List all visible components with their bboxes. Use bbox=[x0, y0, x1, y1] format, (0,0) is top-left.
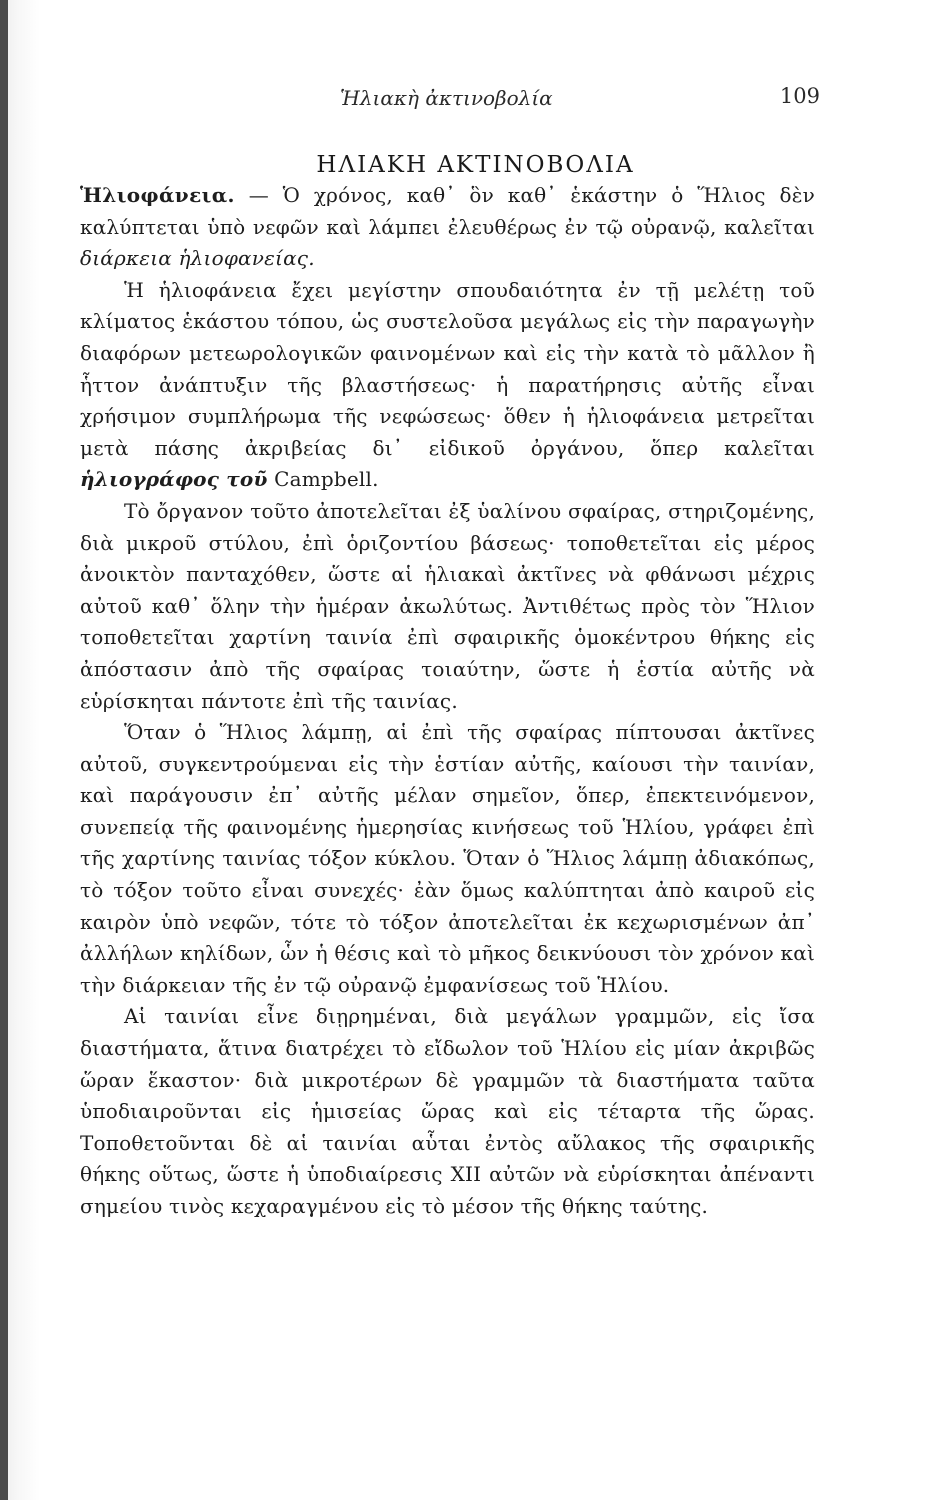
paragraph-text: — Ὁ χρόνος, καθ᾿ ὃν καθ᾿ ἑκάστην ὁ Ἥλιος δὲν καλύπτεται ὑπὸ νεφῶν καὶ λάμπει ἐλευθέρως ἐν τῷ οὐρανῷ, καλεῖται bbox=[80, 183, 815, 239]
paragraph-instrument-operation bbox=[80, 717, 815, 1001]
paragraph-sunshine-importance bbox=[80, 275, 815, 496]
paragraph-text: Ὅταν ὁ Ἥλιος λάμπῃ, αἱ ἐπὶ τῆς σφαίρας πίπτουσαι ἀκτῖνες αὐτοῦ, συγκεντρούμεναι εἰς τὴν ἑστίαν αὐτῆς, καίουσι τὴν ταινίαν, καὶ παράγουσιν ἐπ᾿ αὐτῆς μέλαν σημεῖον, ὅπερ, ἐπεκτεινόμενον, συνεπείᾳ τῆς φαινομένης ἡμερησίας κινήσεως τοῦ Ἡλίου, γράφει ἐπὶ τῆς χαρτίνης ταινίας τόξον κύκλου. Ὅταν ὁ Ἥλιος λάμπῃ ἀδιακόπως, τὸ τόξον τοῦτο εἶναι συνεχές· ἐὰν ὅμως καλύπτηται ἀπὸ καιροῦ εἰς καιρὸν ὑπὸ νεφῶν, τότε τὸ τόξον ἀποτελεῖται ἐκ κεχωρισμένων ἀπ᾿ ἀλλήλων κηλίδων, ὧν ἡ θέσις καὶ τὸ μῆκος δεικνύουσι τὸν χρόνον καὶ τὴν διάρκειαν τῆς ἐν τῷ οὐρανῷ ἐμφανίσεως τοῦ Ἡλίου. bbox=[80, 720, 815, 997]
section-heading: Ἡλιοφάνεια. bbox=[80, 183, 235, 207]
paragraph-text: Αἱ ταινίαι εἶνε διῃρημέναι, διὰ μεγάλων γραμμῶν, εἰς ἴσα διαστήματα, ἅτινα διατρέχει τὸ εἴδωλον τοῦ Ἡλίου εἰς μίαν ἀκριβῶς ὥραν ἕκαστον· διὰ μικροτέρων δὲ γραμμῶν τὰ διαστήματα ταῦτα ὑποδιαιροῦνται εἰς ἡμισείας ὥρας καὶ εἰς τέταρτα τῆς ὥρας. Τοποθετοῦνται δὲ αἱ ταινίαι αὗται ἐντὸς αὔλακος τῆς σφαιρικῆς θήκης οὕτως, ὥστε ἡ ὑποδιαίρεσις XII αὐτῶν νὰ εὑρίσκηται ἀπέναντι σημείου τινὸς κεχαραγμένου εἰς τὸ μέσον τῆς θήκης ταύτης. bbox=[80, 1004, 815, 1218]
paragraph-text: Ἡ ἡλιοφάνεια ἔχει μεγίστην σπουδαιότητα ἐν τῇ μελέτῃ τοῦ κλίματος ἑκάστου τόπου, ὡς συστελοῦσα μεγάλως εἰς τὴν παραγωγὴν διαφόρων μετεωρολογικῶν φαινομένων καὶ εἰς τὴν κατὰ τὸ μᾶλλον ἢ ἧττον ἀνάπτυξιν τῆς βλαστήσεως· ἡ παρατήρησις αὐτῆς εἶναι χρήσιμον συμπλήρωμα τῆς νεφώσεως· ὅθεν ἡ ἡλιοφάνεια μετρεῖται μετὰ πάσης ἀκριβείας δι᾿ εἰδικοῦ ὀργάνου, ὅπερ καλεῖται bbox=[80, 277, 815, 460]
defined-term: διάρκεια ἡλιοφανείας. bbox=[80, 246, 315, 271]
page-number: 109 bbox=[779, 84, 820, 108]
paragraph-text: Τὸ ὄργανον τοῦτο ἀποτελεῖται ἐξ ὑαλίνου σφαίρας, στηριζομένης, διὰ μικροῦ στύλου, ἐπὶ ὁριζοντίου βάσεως· τοποθετεῖται εἰς μέρος ἀνοικτὸν πανταχόθεν, ὥστε αἱ ἡλιακαὶ ἀκτῖνες νὰ φθάνωσι μέχρις αὐτοῦ καθ᾿ ὅλην τὴν ἡμέραν ἀκωλύτως. Ἀντιθέτως πρὸς τὸν Ἥλιον τοποθετεῖται χαρτίνη ταινία ἐπὶ σφαιρικῆς ὁμοκέντρου θήκης εἰς ἀπόστασιν ἀπὸ τῆς σφαίρας τοιαύτην, ὥστε ἡ ἑστία αὐτῆς νὰ εὑρίσκηται πάντοτε ἐπὶ τῆς ταινίας. bbox=[80, 498, 815, 713]
paragraph-sunshine-definition bbox=[80, 180, 815, 275]
paragraph-card-divisions bbox=[80, 1001, 815, 1222]
body-text bbox=[80, 180, 815, 1223]
instrument-term: ἡλιογράφος τοῦ bbox=[80, 467, 268, 492]
chapter-title: ΗΛΙΑΚΗ ΑΚΤΙΝΟΒΟΛΙΑ bbox=[316, 152, 635, 178]
running-title: Ἡλιακὴ ἀκτινοβολία bbox=[340, 86, 553, 110]
book-spine-edge bbox=[0, 0, 8, 1500]
paragraph-instrument-description bbox=[80, 496, 815, 717]
instrument-name: Campbell. bbox=[274, 467, 379, 492]
